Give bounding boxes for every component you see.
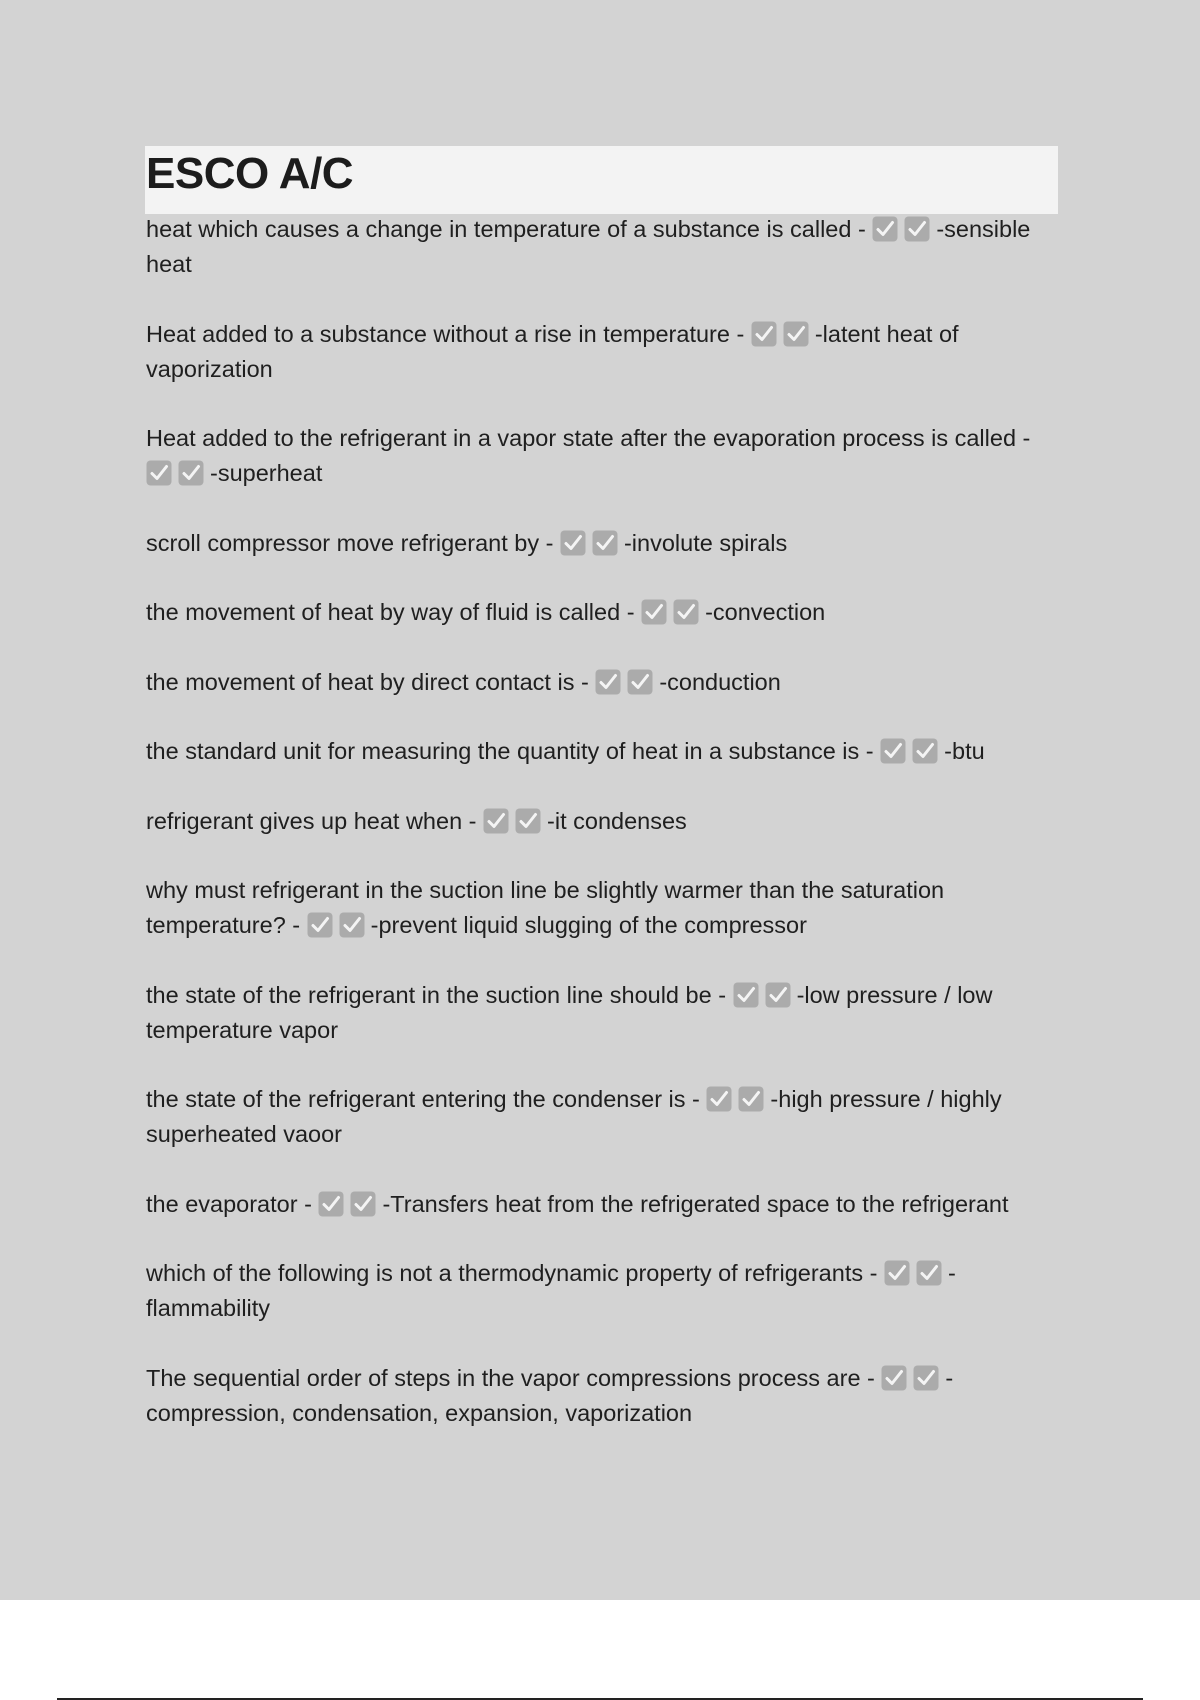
check-mark-box-icon	[881, 1365, 907, 1391]
question-text: the state of the refrigerant entering the condenser is -	[146, 1086, 707, 1112]
check-mark-box-icon	[912, 738, 938, 764]
check-mark-box-icon	[751, 321, 777, 347]
qa-item	[146, 1187, 1051, 1222]
qa-item	[146, 595, 1051, 630]
check-mark-box-icon	[307, 912, 333, 938]
question-text: why must refrigerant in the suction line be slightly warmer than the saturation temperature? -	[146, 877, 945, 938]
check-mark-box-icon	[765, 982, 791, 1008]
answer-text: -it condenses	[547, 807, 687, 834]
answer-text: -conduction	[659, 668, 781, 695]
question-text: The sequential order of steps in the vapor compressions process are -	[146, 1364, 882, 1391]
check-mark-box-icon	[483, 808, 509, 834]
check-mark-box-icon	[913, 1365, 939, 1391]
question-text: scroll compressor move refrigerant by -	[146, 529, 560, 556]
flashcard-list	[146, 212, 1051, 1465]
document-title: ESCO A/C	[146, 149, 354, 198]
qa-item	[146, 804, 1051, 839]
check-mark-box-icon	[515, 808, 541, 834]
check-mark-box-icon	[916, 1260, 942, 1286]
check-mark-box-icon	[733, 982, 759, 1008]
check-mark-box-icon	[904, 216, 930, 242]
check-mark-box-icon	[318, 1191, 344, 1217]
check-mark-box-icon	[592, 530, 618, 556]
answer-text: -compression, condensation, expansion, vaporization	[146, 1364, 954, 1426]
answer-text: -Transfers heat from the refrigerated space to the refrigerant	[382, 1190, 1009, 1217]
check-mark-box-icon	[339, 912, 365, 938]
question-text: the movement of heat by direct contact is -	[146, 668, 596, 695]
check-mark-box-icon	[595, 669, 621, 695]
answer-text: -sensible heat	[146, 216, 1031, 277]
question-text: which of the following is not a thermodynamic property of refrigerants -	[146, 1260, 884, 1286]
answer-text: -low pressure / low temperature vapor	[146, 981, 993, 1043]
check-mark-box-icon	[738, 1086, 764, 1112]
check-mark-box-icon	[641, 599, 667, 625]
question-text: the state of the refrigerant in the suction line should be -	[146, 981, 733, 1008]
qa-item	[146, 526, 1051, 561]
check-mark-box-icon	[673, 599, 699, 625]
answer-text: -prevent liquid slugging of the compressor	[370, 912, 807, 938]
question-text: refrigerant gives up heat when -	[146, 807, 484, 834]
answer-text: -superheat	[210, 460, 323, 486]
check-mark-box-icon	[706, 1086, 732, 1112]
answer-text: -btu	[944, 738, 985, 764]
question-text: the movement of heat by way of fluid is called -	[146, 599, 642, 625]
check-mark-box-icon	[350, 1191, 376, 1217]
check-mark-box-icon	[178, 460, 204, 486]
qa-item	[146, 665, 1051, 700]
check-mark-box-icon	[146, 460, 172, 486]
check-mark-box-icon	[880, 738, 906, 764]
qa-item	[146, 873, 1051, 943]
answer-text: -involute spirals	[623, 529, 788, 556]
qa-item	[146, 1256, 1051, 1326]
qa-item	[146, 978, 1051, 1048]
answer-text: -high pressure / highly superheated vaoor	[146, 1086, 1002, 1147]
check-mark-box-icon	[627, 669, 653, 695]
check-mark-box-icon	[872, 216, 898, 242]
qa-item	[146, 1082, 1051, 1152]
check-mark-box-icon	[884, 1260, 910, 1286]
check-mark-box-icon	[560, 530, 586, 556]
answer-text: -flammability	[146, 1260, 956, 1321]
question-text: the evaporator -	[146, 1190, 319, 1217]
qa-item	[146, 734, 1051, 769]
check-mark-box-icon	[783, 321, 809, 347]
qa-item	[146, 212, 1051, 282]
qa-item	[146, 421, 1051, 491]
question-text: heat which causes a change in temperature of a substance is called -	[146, 216, 873, 242]
qa-item	[146, 317, 1051, 387]
answer-text: -latent heat of vaporization	[146, 320, 959, 382]
question-text: Heat added to the refrigerant in a vapor state after the evaporation process is called -	[146, 425, 1031, 451]
question-text: the standard unit for measuring the quantity of heat in a substance is -	[146, 738, 881, 764]
answer-text: -convection	[705, 599, 826, 625]
qa-item	[146, 1361, 1051, 1431]
question-text: Heat added to a substance without a rise in temperature -	[146, 320, 751, 347]
